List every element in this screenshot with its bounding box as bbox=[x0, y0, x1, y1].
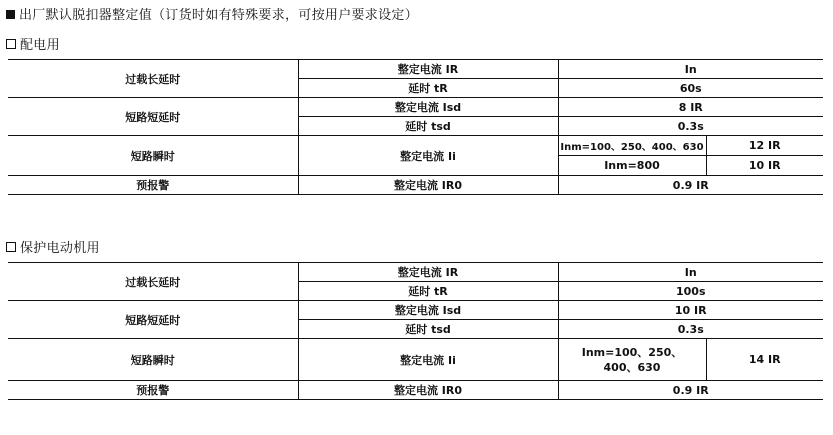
motor-settings-table bbox=[8, 262, 823, 400]
setting-label: 整定电流 IR0 bbox=[298, 381, 558, 400]
filled-square-icon bbox=[6, 10, 15, 19]
setting-label: 整定电流 IR bbox=[298, 263, 558, 282]
setting-label: 整定电流 Isd bbox=[298, 98, 558, 117]
setting-label: 整定电流 Isd bbox=[298, 301, 558, 320]
protection-name: 过载长延时 bbox=[8, 60, 298, 98]
table-row bbox=[8, 339, 823, 381]
condition-cell: Inm=800 bbox=[558, 156, 706, 176]
protection-name: 短路短延时 bbox=[8, 301, 298, 339]
setting-label: 整定电流 IR0 bbox=[298, 176, 558, 195]
table-row bbox=[8, 60, 823, 79]
setting-label: 延时 tR bbox=[298, 79, 558, 98]
setting-label: 整定电流 Ii bbox=[298, 339, 558, 381]
setting-value: 0.3s bbox=[558, 117, 823, 136]
table-row bbox=[8, 176, 823, 195]
setting-value: 14 IR bbox=[706, 339, 823, 381]
protection-name: 过载长延时 bbox=[8, 263, 298, 301]
setting-value: 10 IR bbox=[706, 156, 823, 176]
setting-value: 0.3s bbox=[558, 320, 823, 339]
setting-value: In bbox=[558, 263, 823, 282]
setting-value: In bbox=[558, 60, 823, 79]
protection-name: 预报警 bbox=[8, 176, 298, 195]
setting-value: 10 IR bbox=[558, 301, 823, 320]
section-heading-distribution bbox=[6, 38, 60, 54]
section-heading-motor-text: 保护电动机用 bbox=[20, 241, 100, 256]
section-heading-distribution-text: 配电用 bbox=[20, 38, 60, 53]
condition-cell bbox=[558, 339, 706, 381]
table-row bbox=[8, 263, 823, 282]
setting-label: 整定电流 IR bbox=[298, 60, 558, 79]
table-row bbox=[8, 301, 823, 320]
setting-label: 整定电流 Ii bbox=[298, 136, 558, 176]
setting-value: 8 IR bbox=[558, 98, 823, 117]
condition-line: 400、630 bbox=[603, 360, 661, 374]
page-title-text: 出厂默认脱扣器整定值（订货时如有特殊要求，可按用户要求设定） bbox=[19, 8, 419, 23]
protection-name: 预报警 bbox=[8, 381, 298, 400]
condition-line: Inm=100、250、 bbox=[581, 345, 683, 359]
setting-value: 12 IR bbox=[706, 136, 823, 156]
page-title bbox=[6, 8, 418, 24]
protection-name: 短路瞬时 bbox=[8, 136, 298, 176]
distribution-settings-table bbox=[8, 59, 823, 195]
table-row bbox=[8, 98, 823, 117]
setting-label: 延时 tR bbox=[298, 282, 558, 301]
condition-cell: Inm=100、250、400、630 bbox=[558, 136, 706, 156]
setting-label: 延时 tsd bbox=[298, 320, 558, 339]
protection-name: 短路瞬时 bbox=[8, 339, 298, 381]
checkbox-icon bbox=[6, 242, 16, 252]
section-heading-motor bbox=[6, 241, 100, 257]
protection-name: 短路短延时 bbox=[8, 98, 298, 136]
setting-value: 60s bbox=[558, 79, 823, 98]
checkbox-icon bbox=[6, 39, 16, 49]
setting-value: 0.9 IR bbox=[558, 176, 823, 195]
table-row bbox=[8, 381, 823, 400]
table-row bbox=[8, 136, 823, 156]
setting-value: 0.9 IR bbox=[558, 381, 823, 400]
setting-label: 延时 tsd bbox=[298, 117, 558, 136]
setting-value: 100s bbox=[558, 282, 823, 301]
